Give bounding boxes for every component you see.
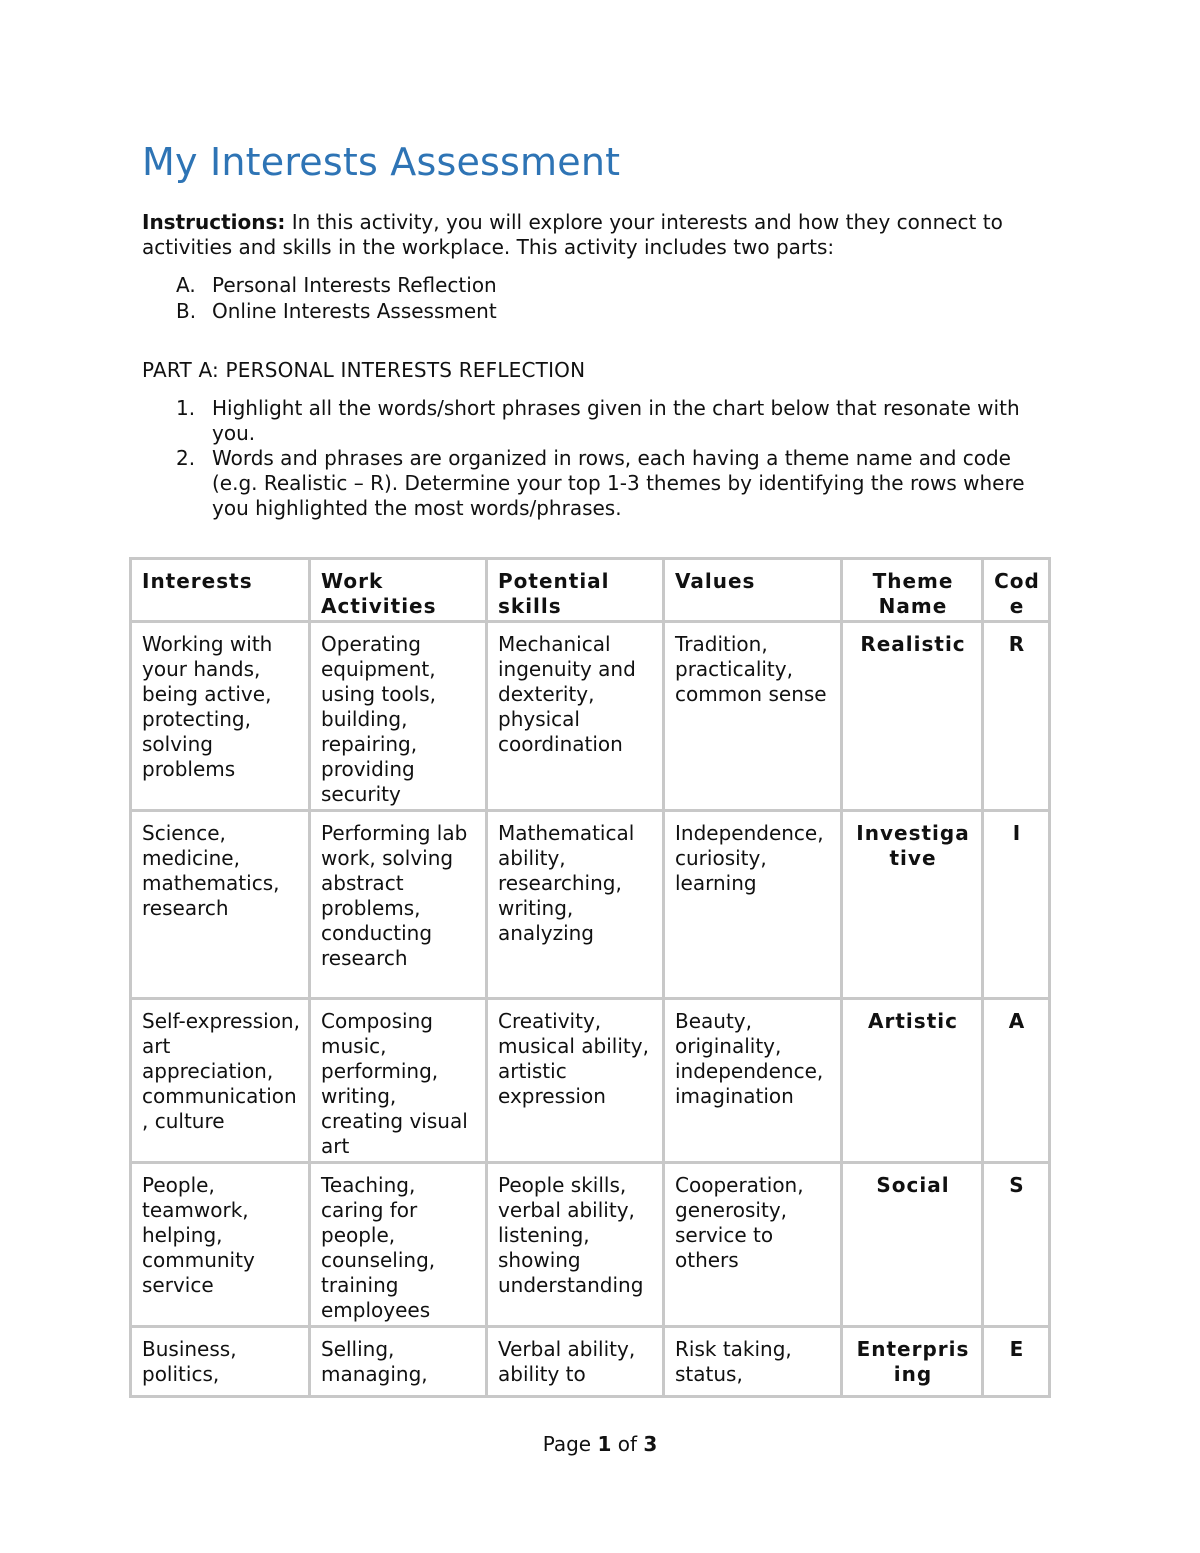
cell-interests: People, teamwork, helping, community service	[131, 1163, 310, 1327]
footer-current-page: 1	[597, 1432, 612, 1456]
list-item	[142, 446, 1042, 521]
cell-interests: Business, politics,	[131, 1327, 310, 1397]
cell-code: I	[983, 811, 1050, 999]
instructions-paragraph	[142, 210, 1062, 260]
list-item	[142, 272, 497, 298]
cell-theme-name: Social	[842, 1163, 983, 1327]
cell-work-activities: Composing music, performing, writing, creating visual art	[310, 999, 487, 1163]
cell-code: R	[983, 622, 1050, 811]
cell-code: A	[983, 999, 1050, 1163]
header-theme-name: Theme Name	[842, 559, 983, 622]
cell-values: Cooperation, generosity, service to others	[664, 1163, 842, 1327]
cell-values: Independence, curiosity, learning	[664, 811, 842, 999]
part-marker: B.	[176, 299, 197, 323]
cell-theme-name: Artistic	[842, 999, 983, 1163]
table-row	[131, 1163, 1050, 1327]
section-heading: PART A: PERSONAL INTERESTS REFLECTION	[142, 358, 586, 382]
cell-potential-skills: Creativity, musical ability, artistic expression	[487, 999, 664, 1163]
cell-potential-skills: Verbal ability, ability to	[487, 1327, 664, 1397]
header-work-activities: Work Activities	[310, 559, 487, 622]
header-values: Values	[664, 559, 842, 622]
header-interests: Interests	[131, 559, 310, 622]
footer-middle: of	[611, 1432, 644, 1456]
parts-list	[142, 272, 497, 324]
instructions-text: In this activity, you will explore your interests and how they connect to activities and skills in the workplace. This activity includes two parts:	[142, 210, 1003, 259]
header-code: Code	[983, 559, 1050, 622]
cell-interests: Self-expression, art appreciation, communication, culture	[131, 999, 310, 1163]
step-number: 1.	[176, 396, 196, 420]
step-number: 2.	[176, 446, 196, 470]
table-header-row	[131, 559, 1050, 622]
header-potential-skills: Potential skills	[487, 559, 664, 622]
list-item	[142, 298, 497, 324]
instructions-label: Instructions:	[142, 210, 286, 234]
cell-work-activities: Selling, managing,	[310, 1327, 487, 1397]
step-text: Words and phrases are organized in rows, each having a theme name and code (e.g. Realistic – R). Determine your top 1-3 themes by identifying the rows where you highlighted the most words/phrases.	[212, 446, 1025, 520]
table-row	[131, 999, 1050, 1163]
cell-work-activities: Teaching, caring for people, counseling, training employees	[310, 1163, 487, 1327]
cell-values: Beauty, originality, independence, imagination	[664, 999, 842, 1163]
cell-work-activities: Performing lab work, solving abstract problems, conducting research	[310, 811, 487, 999]
table-row	[131, 622, 1050, 811]
cell-potential-skills: Mathematical ability, researching, writing, analyzing	[487, 811, 664, 999]
cell-interests: Science, medicine, mathematics, research	[131, 811, 310, 999]
steps-list	[142, 396, 1042, 521]
cell-potential-skills: People skills, verbal ability, listening, showing understanding	[487, 1163, 664, 1327]
cell-values: Risk taking, status,	[664, 1327, 842, 1397]
cell-work-activities: Operating equipment, using tools, building, repairing, providing security	[310, 622, 487, 811]
cell-theme-name: Realistic	[842, 622, 983, 811]
page-footer	[0, 1432, 1200, 1456]
part-label: Personal Interests Reflection	[212, 273, 497, 297]
cell-code: E	[983, 1327, 1050, 1397]
cell-values: Tradition, practicality, common sense	[664, 622, 842, 811]
table-row	[131, 1327, 1050, 1397]
cell-potential-skills: Mechanical ingenuity and dexterity, physical coordination	[487, 622, 664, 811]
themes-table	[129, 557, 1051, 1398]
cell-theme-name: Investigative	[842, 811, 983, 999]
part-label: Online Interests Assessment	[212, 299, 497, 323]
footer-total-pages: 3	[643, 1432, 658, 1456]
step-text: Highlight all the words/short phrases given in the chart below that resonate with you.	[212, 396, 1020, 445]
cell-theme-name: Enterprising	[842, 1327, 983, 1397]
part-marker: A.	[176, 273, 196, 297]
cell-code: S	[983, 1163, 1050, 1327]
table-row	[131, 811, 1050, 999]
page-title: My Interests Assessment	[142, 140, 621, 184]
footer-prefix: Page	[542, 1432, 598, 1456]
cell-interests: Working with your hands, being active, protecting, solving problems	[131, 622, 310, 811]
list-item	[142, 396, 1042, 446]
